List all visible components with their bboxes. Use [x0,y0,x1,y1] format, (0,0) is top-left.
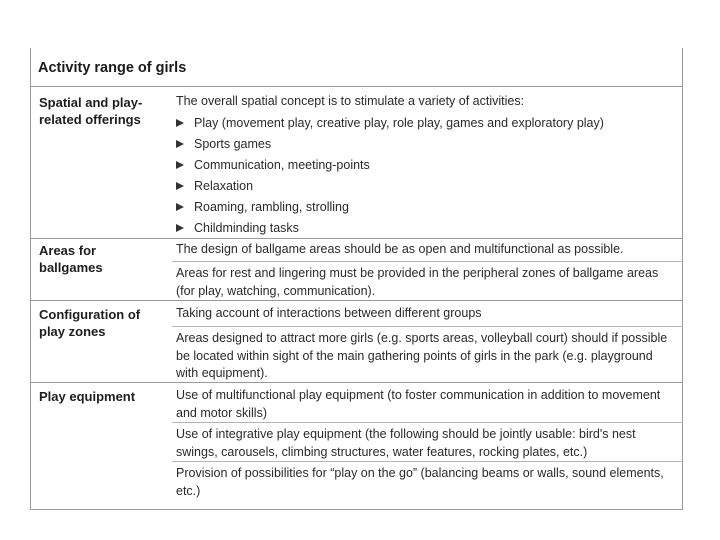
section-divider [30,300,683,301]
bullet-item [176,220,676,237]
section-label-ballgames: Areas for ballgames [39,243,103,275]
section-intro-spatial: The overall spatial concept is to stimulate a variety of activities: [176,94,525,108]
bullet-triangle-icon [176,224,184,232]
section-row-equipment-3: Provision of possibilities for “play on the go” (balancing beams or walls, sound elements, etc.) [176,466,664,498]
bullet-triangle-icon [176,203,184,211]
bullet-text: Communication, meeting-points [194,158,370,172]
section-row-ballgames-1: The design of ballgame areas should be as open and multifunctional as possible. [176,242,624,256]
row-divider [172,461,683,462]
section-row-ballgames-2: Areas for rest and lingering must be provided in the peripheral zones of ballgame areas (for play, watching, communication). [176,266,659,298]
row-divider [172,261,683,262]
bullet-item [176,178,676,195]
title-divider [30,86,683,87]
bullet-text: Roaming, rambling, strolling [194,200,349,214]
bullet-item [176,199,676,216]
bullet-item [176,136,676,153]
section-row-equipment-1: Use of multifunctional play equipment (to foster communication in addition to movement and motor skills) [176,388,661,420]
section-row-configuration-2: Areas designed to attract more girls (e.g. sports areas, volleyball court) should if possible be located within sight of the main gathering points of girls in the park (e.g. playground with equipment). [176,331,668,380]
section-divider [30,382,683,383]
section-row-configuration-1: Taking account of interactions between different groups [176,306,482,320]
section-label-configuration: Configuration of play zones [39,307,141,339]
bullet-item [176,115,676,132]
bullet-triangle-icon [176,140,184,148]
table-title: Activity range of girls [38,60,187,76]
bullet-text: Sports games [194,137,272,151]
bullet-triangle-icon [176,161,184,169]
bullet-triangle-icon [176,119,184,127]
row-divider [172,326,683,327]
section-label-spatial: Spatial and play-related offerings [39,95,143,127]
bullet-triangle-icon [176,182,184,190]
section-divider [30,238,683,239]
bullet-text: Play (movement play, creative play, role play, games and exploratory play) [194,116,604,130]
bullet-item [176,157,676,174]
bullet-text: Relaxation [194,179,254,193]
section-label-play-equipment: Play equipment [39,389,136,404]
section-row-equipment-2: Use of integrative play equipment (the following should be jointly usable: bird's nest swings, carousels, climbing structures, water features, rocking plates, etc.) [176,427,636,459]
bullet-text: Childminding tasks [194,221,299,235]
row-divider [172,422,683,423]
